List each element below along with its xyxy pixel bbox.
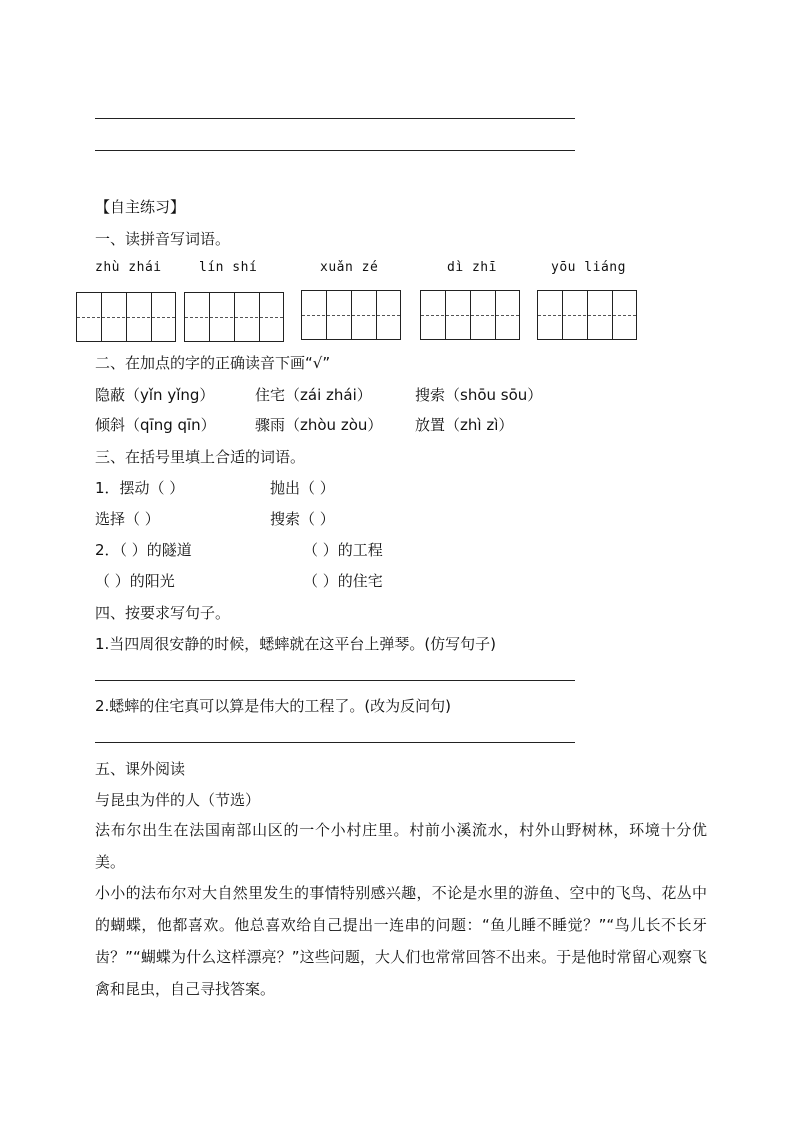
q2-item-5[interactable]: 骤雨（zhòu zòu） (255, 416, 383, 434)
q3-blank-gong-cheng[interactable]: （ ）的工程 (303, 541, 383, 559)
q2-item-6[interactable]: 放置（zhì zì） (415, 416, 514, 434)
passage-paragraph-1: 法布尔出生在法国南部山区的一个小村庄里。村前小溪流水，村外山野树林，环境十分优美。 (95, 821, 707, 871)
q4-title: 四、按要求写句子。 (95, 604, 231, 622)
pinyin-2: lín shí (199, 260, 258, 275)
answer-line-q4-2[interactable] (95, 742, 575, 743)
answer-line-top-1[interactable] (95, 118, 575, 119)
writing-grid-1[interactable] (76, 292, 176, 342)
writing-grid-2[interactable] (184, 292, 284, 342)
passage-title: 与昆虫为伴的人（节选） (95, 791, 261, 809)
pinyin-4: dì zhī (447, 260, 497, 275)
q3-blank-sui-dao[interactable]: 2．（ ）的隧道 (95, 541, 192, 559)
answer-line-top-2[interactable] (95, 150, 575, 151)
writing-grid-5[interactable] (537, 290, 637, 340)
q2-title: 二、在加点的字的正确读音下画“√” (95, 354, 331, 372)
writing-grid-3[interactable] (301, 290, 401, 340)
q3-blank-yang-guang[interactable]: （ ）的阳光 (95, 572, 175, 590)
pinyin-1: zhù zhái (95, 260, 162, 275)
q2-item-1[interactable]: 隐蔽（yǐn yǐng） (95, 386, 215, 404)
q4-sentence-2: 2.蟋蟀的住宅真可以算是伟大的工程了。(改为反问句) (95, 697, 452, 715)
q3-blank-sou-suo[interactable]: 搜索（ ） (270, 510, 335, 528)
q1-title: 一、读拼音写词语。 (95, 230, 231, 248)
q3-title: 三、在括号里填上合适的词语。 (95, 448, 306, 466)
q3-blank-zhu-zhai[interactable]: （ ）的住宅 (303, 572, 383, 590)
q3-blank-xuan-ze[interactable]: 选择（ ） (95, 510, 160, 528)
writing-grid-4[interactable] (420, 290, 520, 340)
section-heading: 【自主练习】 (95, 198, 186, 216)
q3-blank-bai-dong[interactable]: 1．摆动（ ） (95, 479, 185, 497)
pinyin-5: yōu liáng (551, 260, 626, 275)
q3-blank-pao-chu[interactable]: 抛出（ ） (270, 479, 335, 497)
answer-line-q4-1[interactable] (95, 680, 575, 681)
q5-title: 五、课外阅读 (95, 760, 186, 778)
q4-sentence-1: 1.当四周很安静的时候，蟋蟀就在这平台上弹琴。(仿写句子) (95, 635, 497, 653)
q2-item-4[interactable]: 倾斜（qīng qīn） (95, 416, 216, 434)
q2-item-3[interactable]: 搜索（shōu sōu） (415, 386, 543, 404)
pinyin-3: xuǎn zé (320, 260, 379, 275)
passage-paragraph-2: 小小的法布尔对大自然里发生的事情特别感兴趣，不论是水里的游鱼、空中的飞鸟、花丛中的蝴蝶，他都喜欢。他总喜欢给自己提出一连串的问题：“鱼儿睡不睡觉？”“鸟儿长不长牙齿？”“蝴蝶为什么这样漂亮？”这些问题，大人们也常常回答不出来。于是他时常留心观察飞禽和昆虫，自己寻找答案。 (95, 884, 707, 998)
q2-item-2[interactable]: 住宅（zái zhái） (255, 386, 372, 404)
